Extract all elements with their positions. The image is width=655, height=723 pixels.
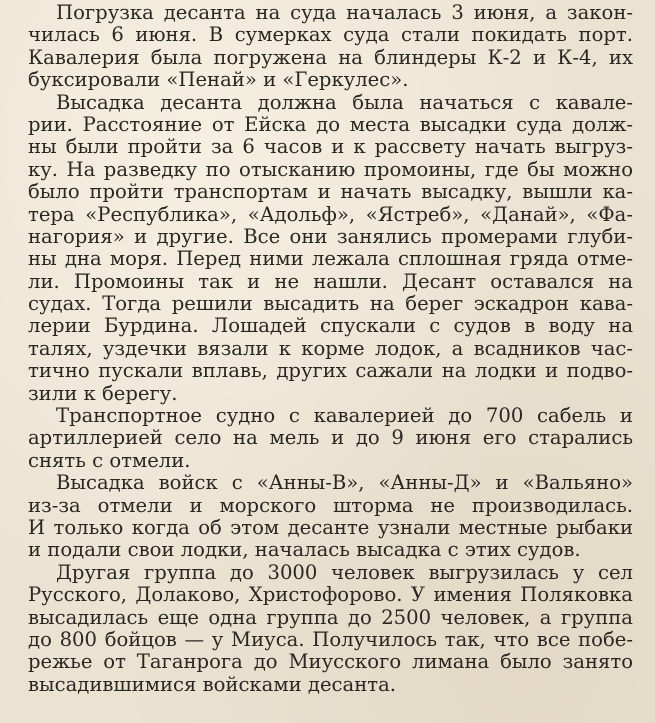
text-line: было пройти транспортам и начать высадку, вышли ка- <box>28 180 633 204</box>
text-line: рии. Расстояние от Ейска до места высадки суда долж- <box>28 112 633 136</box>
text-line: Русского, Долаково, Христофорово. У имения Поляковка <box>28 583 633 607</box>
text-line: зили к берегу. <box>28 381 178 405</box>
text-line: буксировали «Пенай» и «Геркулес». <box>28 68 409 92</box>
text-line: талях, уздечки вязали к корме лодок, а всадников час- <box>28 336 633 360</box>
text-line: из-за отмели и морского шторма не производилась. <box>28 493 633 517</box>
text-line: ны были пройти за 6 часов и к рассвету начать выгруз- <box>28 135 633 159</box>
text-line: Транспортное судно с кавалерией до 700 сабель и <box>56 404 633 428</box>
text-line: и подали свои лодки, началась высадка с этих судов. <box>28 538 581 562</box>
text-line: артиллерией село на мель и до 9 июня его старались <box>28 426 633 450</box>
text-line: Высадка десанта должна была начаться с кавале- <box>56 90 633 114</box>
text-line: И только когда об этом десанте узнали местные рыбаки <box>28 515 633 539</box>
text-line: Погрузка десанта на суда началась 3 июня, а закон- <box>56 1 633 24</box>
text-line: снять с отмели. <box>28 448 191 472</box>
text-line: Другая группа до 3000 человек выгрузилась у сел <box>56 560 633 584</box>
text-line: Кавалерия была погружена на блиндеры К-2 и К-4, их <box>28 45 633 69</box>
text-line: лерии Бурдина. Лошадей спускали с судов в воду на <box>28 314 633 338</box>
text-line: тично пускали вплавь, других сажали на лодки и подво- <box>28 359 633 383</box>
text-line: ли. Промоины так и не нашли. Десант оставался на <box>28 269 633 293</box>
text-line: нагория» и другие. Все они занялись промерами глуби- <box>28 224 633 248</box>
text-line: высадилась еще одна группа до 2500 человек, а группа <box>28 605 633 629</box>
text-line: тера «Республика», «Адольф», «Ястреб», «Данай», «Фа- <box>28 202 633 226</box>
page-text <box>0 2 655 696</box>
text-line: режье от Таганрога до Миусского лимана было занято <box>28 650 633 674</box>
text-line: судах. Тогда решили высадить на берег эскадрон кава- <box>28 292 633 316</box>
text-line: ны дна моря. Перед ними лежала сплошная гряда отме- <box>28 247 633 271</box>
text-line: ку. На разведку по отысканию промоины, где бы можно <box>28 157 633 181</box>
text-line: Высадка войск с «Анны-В», «Анны-Д» и «Вальяно» <box>56 471 633 495</box>
text-line: до 800 бойцов — у Миуса. Получилось так, что все побе- <box>28 627 633 651</box>
text-line: высадившимися войсками десанта. <box>28 672 397 696</box>
text-line: чилась 6 июня. В сумерках суда стали покидать порт. <box>28 23 633 47</box>
